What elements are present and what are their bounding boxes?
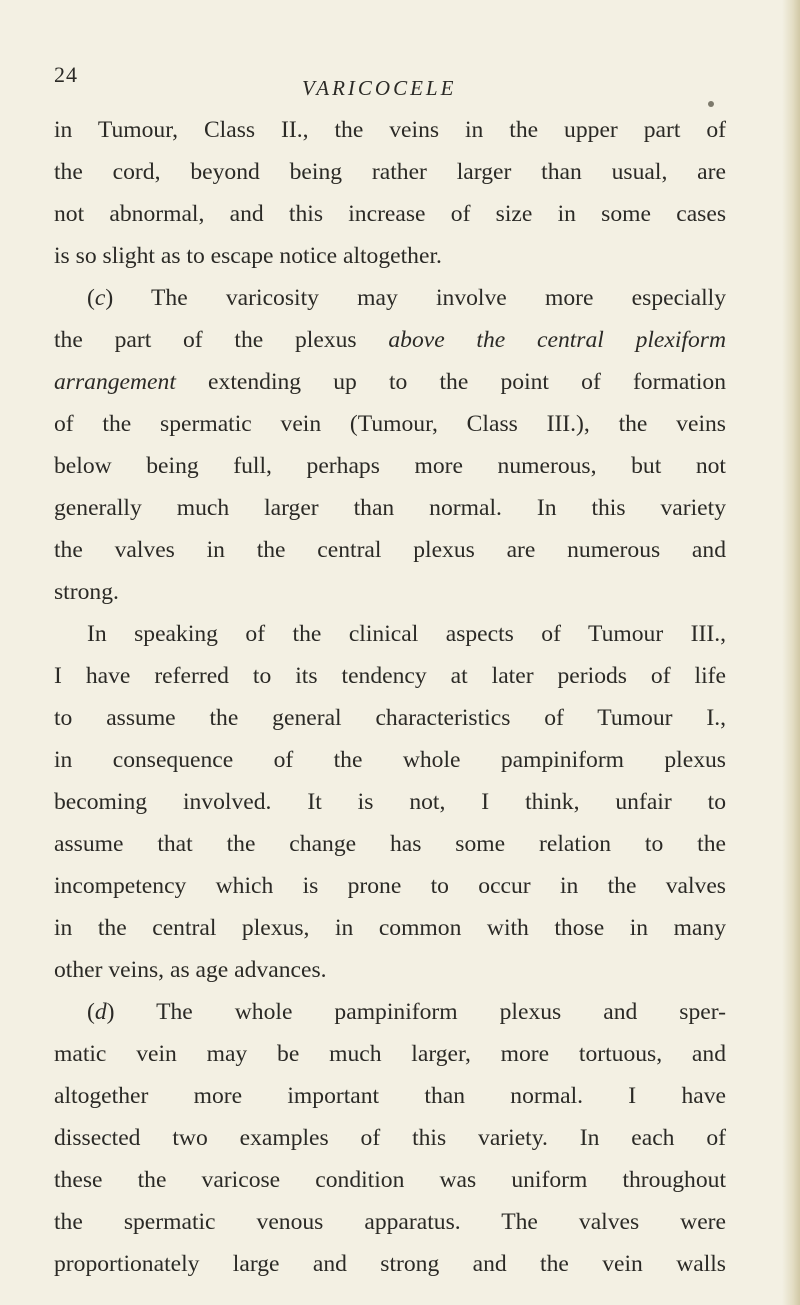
text-line — [54, 319, 726, 361]
text-run: assume that the change has some relation to the — [54, 831, 726, 857]
italic-text: c — [94, 285, 106, 311]
text-line — [54, 151, 726, 193]
text-run: dissected two examples of this variety. In each of — [54, 1125, 726, 1151]
running-head — [54, 62, 714, 98]
text-run: ( — [87, 999, 95, 1025]
text-run: incompetency which is prone to occur in the valves — [54, 873, 726, 899]
text-line — [54, 739, 726, 781]
text-line — [54, 235, 726, 277]
text-line — [54, 1075, 726, 1117]
text-run: generally much larger than normal. In this variety — [54, 495, 726, 521]
text-line — [54, 823, 726, 865]
text-line — [54, 487, 726, 529]
page-edge-shadow — [782, 0, 800, 1305]
italic-text: above the central plexiform — [388, 327, 727, 353]
text-line — [54, 403, 726, 445]
text-run: to assume the general characteristics of Tumour I., — [54, 705, 726, 731]
text-line — [54, 1117, 726, 1159]
text-run: other veins, as age advances. — [54, 957, 327, 983]
text-line — [54, 445, 726, 487]
text-line — [54, 109, 726, 151]
text-run: the cord, beyond being rather larger than usual, are — [54, 159, 726, 185]
text-line — [54, 949, 726, 991]
text-run: the spermatic venous apparatus. The valves were — [54, 1209, 726, 1235]
text-line — [54, 1159, 726, 1201]
text-run: altogether more important than normal. I have — [54, 1083, 726, 1109]
text-run: extending up to the point of formation — [175, 369, 726, 395]
text-run: proportionately large and strong and the vein walls — [54, 1251, 726, 1277]
text-line — [54, 193, 726, 235]
text-line — [54, 613, 726, 655]
text-line — [54, 655, 726, 697]
text-run: in the central plexus, in common with those in many — [54, 915, 726, 941]
text-line — [54, 529, 726, 571]
text-line — [54, 907, 726, 949]
text-run: the valves in the central plexus are numerous and — [54, 537, 726, 563]
text-run: in Tumour, Class II., the veins in the upper part of — [54, 117, 726, 143]
text-run: in consequence of the whole pampiniform plexus — [54, 747, 726, 773]
text-line — [54, 697, 726, 739]
text-run: the part of the plexus — [54, 327, 389, 353]
text-line — [54, 361, 726, 403]
text-line — [54, 1201, 726, 1243]
text-run: matic vein may be much larger, more tortuous, and — [54, 1041, 726, 1067]
text-run: In speaking of the clinical aspects of Tumour III., — [87, 621, 726, 647]
text-run: of the spermatic vein (Tumour, Class III.), the veins — [54, 411, 726, 437]
text-line — [54, 865, 726, 907]
text-run: below being full, perhaps more numerous, but not — [54, 453, 726, 479]
page-speck — [708, 101, 714, 107]
text-line — [54, 1243, 726, 1285]
italic-text: arrangement — [54, 369, 176, 395]
body-text — [54, 109, 726, 1285]
text-line — [54, 781, 726, 823]
text-run: is so slight as to escape notice altogether. — [54, 243, 442, 269]
text-run: I have referred to its tendency at later periods of life — [54, 663, 726, 689]
text-run: these the varicose condition was uniform throughout — [54, 1167, 726, 1193]
running-title: VARICOCELE — [302, 76, 457, 100]
page-number: 24 — [54, 62, 78, 87]
text-line — [54, 1033, 726, 1075]
italic-text: d — [94, 999, 107, 1025]
text-line — [54, 991, 726, 1033]
text-run: ) The varicosity may involve more especially — [105, 285, 726, 311]
text-run: not abnormal, and this increase of size in some cases — [54, 201, 726, 227]
text-run: becoming involved. It is not, I think, unfair to — [54, 789, 726, 815]
text-run: strong. — [54, 579, 119, 605]
text-run: ) The whole pampiniform plexus and sper- — [106, 999, 726, 1025]
text-line — [54, 277, 726, 319]
text-run: ( — [87, 285, 95, 311]
text-line — [54, 571, 726, 613]
